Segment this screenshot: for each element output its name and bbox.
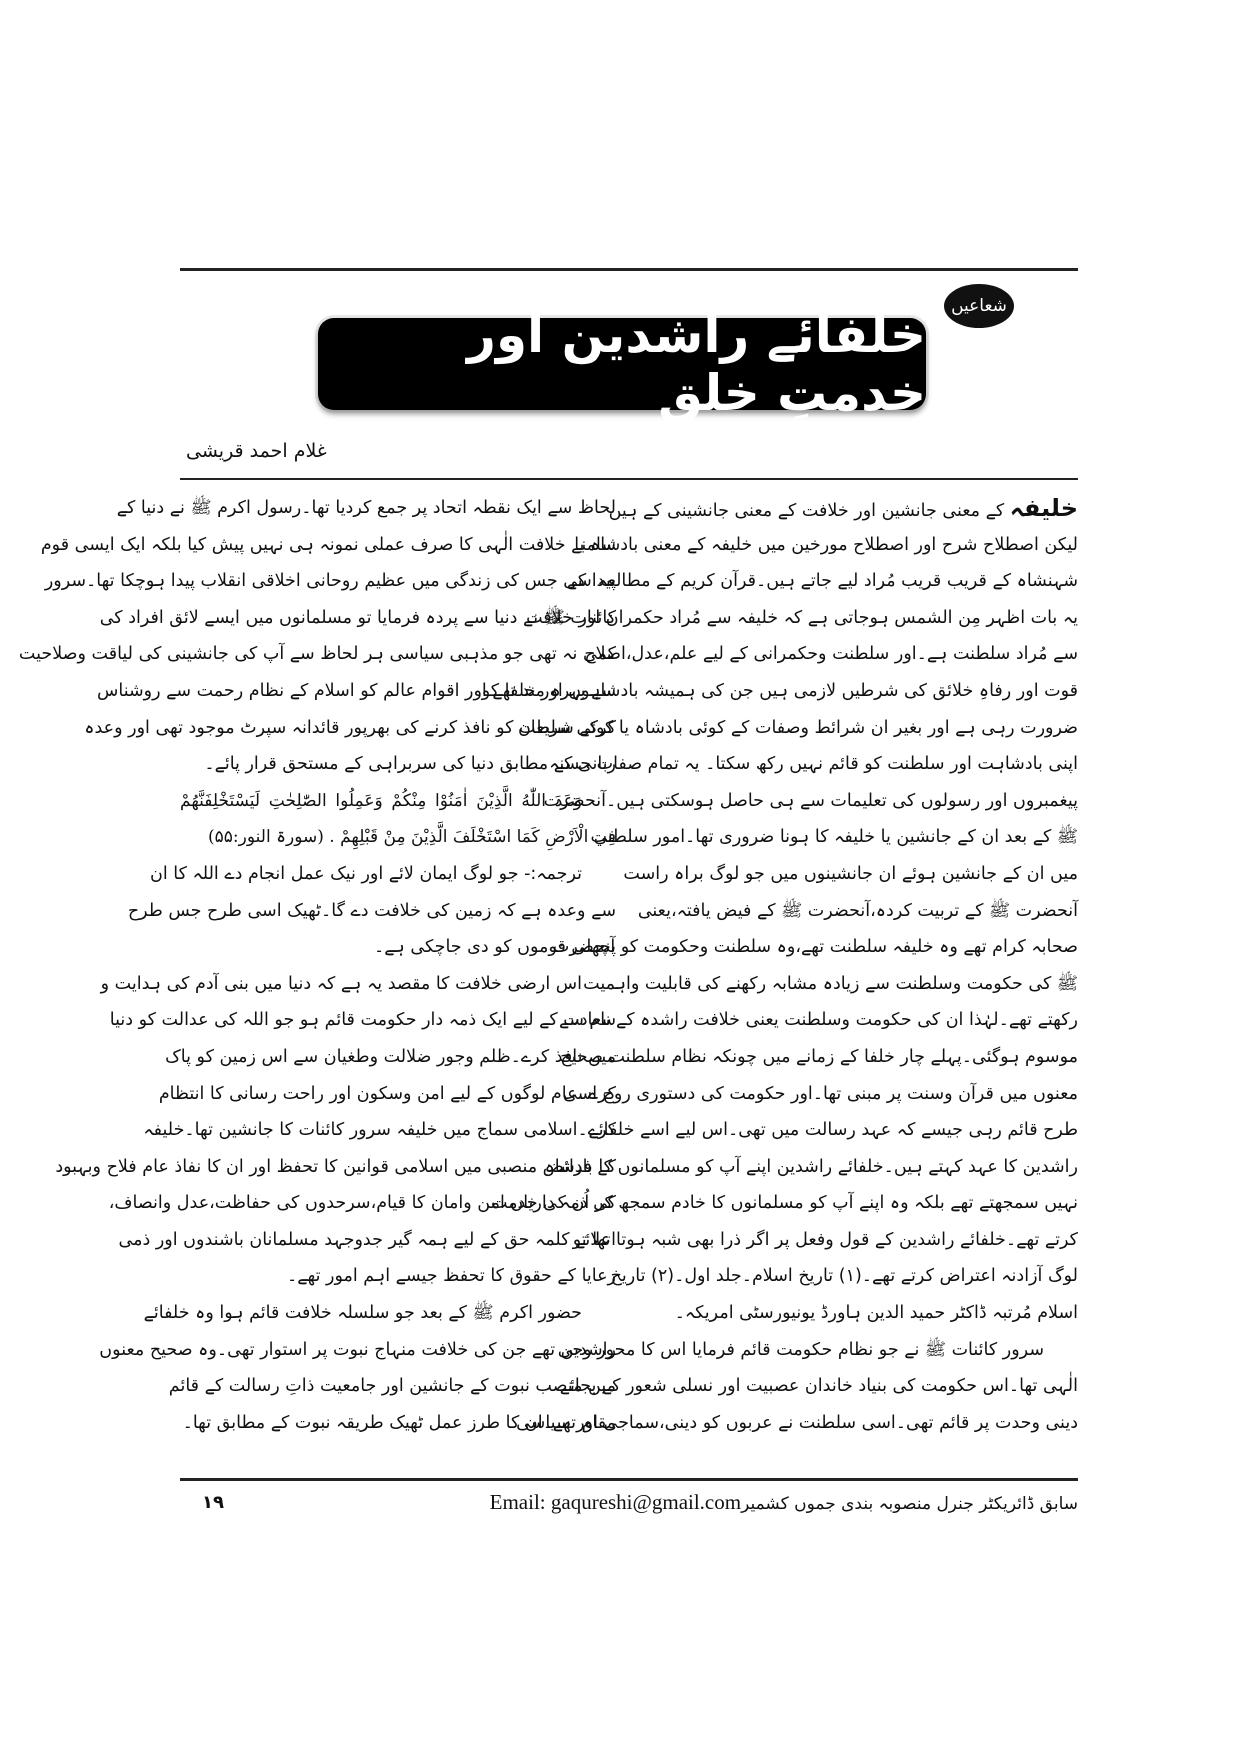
text-line: سے مُراد سلطنت ہے۔اور سلطنت وحکمرانی کے لیے علم،عدل،اصلاح — [584, 644, 1078, 665]
text-line: یہ بات اظہر مِن الشمس ہوجاتی ہے کہ خلیفہ سے مُراد حکمران اور خلافت — [526, 607, 1078, 628]
text-line: ضرورت رہی ہے اور بغیر ان شرائط وصفات کے کوئی بادشاہ یا کوئی سلطان — [517, 717, 1078, 738]
top-rule — [180, 268, 1078, 271]
author-designation: سابق ڈائریکٹر جنرل منصوبہ بندی جموں کشمیر — [741, 1494, 1078, 1514]
lead-word: خلیفہ — [1009, 494, 1078, 522]
text-line: کرکے شریعت کو نافذ کرنے کی بھرپور قائدانہ سپرٹ موجود تھی اور وعدہ — [84, 717, 616, 738]
footer-note — [490, 1490, 1078, 1515]
section-badge: شعاعیں — [944, 284, 1014, 328]
footer — [180, 1490, 1078, 1526]
text-line: میں منصب نبوت کے جانشین اور جامعیت ذاتِ رسالت کے قائم — [168, 1376, 616, 1397]
author-name: غلام احمد قریشی — [186, 440, 327, 462]
text-line: اسلام مُرتبہ ڈاکٹر حمید الدین ہاورڈ یونیورسٹی امریکہ۔ — [674, 1303, 1078, 1324]
text-line: موسوم ہوگئی۔پہلے چار خلفا کے زمانے میں چونکہ نظام سلطنت صحیح — [560, 1046, 1078, 1067]
text-line: اپنی بادشاہت اور سلطنت کو قائم نہیں رکھ سکتا۔ یہ تمام صفات حسنہ — [549, 754, 1078, 775]
text-line: قوت اور رفاہِ خلائق کی شرطیں لازمی ہیں جن کی ہمیشہ بادشاہوں اور خلفا کو — [481, 680, 1078, 701]
page-number: ۱۹ — [202, 1492, 224, 1513]
text-line: کمی نہ تھی جو مذہبی سیاسی ہر لحاظ سے آپ کی جانشینی کی لیاقت وصلاحیت — [18, 644, 616, 665]
author-email[interactable]: Email: gaqureshi@gmail.com — [489, 1490, 742, 1514]
text-line: میں نافذ کرے۔ظلم وجور ضلالت وطغیان سے اس زمین کو پاک — [165, 1046, 616, 1067]
article-title: خلفائے راشدین اور خدمتِ خلق — [467, 306, 926, 422]
text-line: اعلائے کلمہ حق کے لیے ہمہ گیر جدوجہد مسلمانان باشندوں اور ذمی — [118, 1229, 616, 1250]
text-line-content: کے معنی جانشین اور خلافت کے معنی جانشینی کے ہیں — [608, 501, 1010, 521]
header-divider — [180, 478, 1078, 480]
text-line: لیکن اصطلاح شرح اور اصطلاح مورخین میں خلیفہ کے معنی بادشاہ یا — [574, 534, 1078, 555]
text-line: ﷺ کے بعد ان کے جانشین یا خلیفہ کا ہونا ضروری تھا۔امور سلطنت — [590, 827, 1078, 848]
text-line: لحاظ سے ایک نقطہ اتحاد پر جمع کردیا تھا۔رسول اکرم ﷺ نے دنیا کے — [116, 498, 616, 518]
text-line: پچھلی قوموں کو دی جاچکی ہے۔ — [374, 937, 616, 958]
text-line: وَعَدَ اللّٰهُ الَّذِيْنَ اٰمَنُوْا مِنْكُمْ وَعَمِلُوا الصّٰلِحٰتِ لَيَسْتَخْلِفَنَّهُمْ — [180, 790, 582, 811]
text-line: ﷺ کی حکومت وسلطنت سے زیادہ مشابہ رکھنے کی قابلیت واہمیت — [583, 973, 1078, 994]
text-line: سامنے خلافت الٰہی کا صرف عملی نمونہ ہی نہیں پیش کیا بلکہ ایک ایسی قوم — [40, 534, 616, 555]
text-line: کرتے تھے۔خلفائے راشدین کے قول وفعل پر اگر ذرا بھی شبہ ہوتا تھا تو — [572, 1229, 1078, 1250]
footer-rule — [180, 1478, 1078, 1481]
text-line: صحابہ کرام تھے وہ خلیفہ سلطنت تھے،وہ سلطنت وحکومت کو آنحضرت — [552, 937, 1078, 958]
text-line: فِي الْاَرْضِ كَمَا اسْتَخْلَفَ الَّذِيْنَ مِنْ قَبْلِهِمْ . (سورۃ النور:۵۵) — [208, 827, 616, 848]
text-line: کے فرائض منصبی میں اسلامی قوانین کا تحفظ اور ان کا نفاذ عام فلاح وبہبود — [55, 1156, 616, 1177]
text-line: پیغمبروں اور رسولوں کی تعلیمات سے ہی حاصل ہوسکتی ہیں۔آنحضرت — [543, 790, 1078, 811]
text-line — [608, 490, 1078, 527]
text-line: حضور اکرم ﷺ کے بعد جو سلسلہ خلافت قائم ہوا وہ خلفائے — [143, 1303, 582, 1324]
text-line: کی ذمہ داریاں امن وامان کا قیام،سرحدوں کی حفاظت،عدل وانصاف، — [108, 1193, 616, 1214]
text-line: الٰہی تھا۔اس حکومت کی بنیاد خاندان عصبیت اور نسلی شعور کے بجائے — [559, 1376, 1078, 1397]
text-line: راشدین تھے جن کی خلافت منہاج نبوت پر استوار تھی۔وہ صحیح معنوں — [99, 1339, 616, 1360]
text-line: میں ان کے جانشین ہوئے ان جانشینوں میں جو لوگ براہ راست — [623, 863, 1078, 884]
title-banner — [318, 306, 926, 422]
text-line: شہنشاہ کے قریب قریب مُراد لیے جاتے ہیں۔قرآن کریم کے مطالعہ سے — [566, 571, 1078, 592]
text-line: راشدین کا عہد کہتے ہیں۔خلفائے راشدین اپنے آپ کو مسلمانوں کا بادشاہ — [544, 1156, 1078, 1177]
text-line: کرے۔اسلامی سماج میں خلیفہ سرور کائنات کا جانشین تھا۔خلیفہ — [143, 1120, 616, 1141]
text-line: طرح قائم رہی جیسے کہ عہد رسالت میں تھی۔اس لیے اسے خلفائے — [588, 1120, 1078, 1141]
text-line: لوگ آزادنہ اعتراض کرتے تھے۔(۱) تاریخ اسلام۔جلد اول۔(۲) تاریخ — [610, 1266, 1078, 1287]
text-line: سرور کائنات ﷺ نے جو نظام حکومت قائم فرمایا اس کا محور وحی — [557, 1339, 1044, 1360]
text-line: سے بہرہ مند تھے اور اقوام عالم کو اسلام کے نظام رحمت سے روشناس — [97, 680, 616, 701]
text-line: ربانی کے مطابق دنیا کی سربراہی کے مستحق قرار پائے۔ — [204, 754, 616, 775]
text-line: معنوں میں قرآن وسنت پر مبنی تھا۔اور حکومت کی دستوری روح اسی — [562, 1083, 1078, 1104]
text-line: نہیں سمجھتے تھے بلکہ وہ اپنے آپ کو مسلمانوں کا خادم سمجھ کر اُن کی خدمت — [490, 1193, 1078, 1214]
text-line: آنحضرت ﷺ کے تربیت کردہ،آنحضرت ﷺ کے فیض یافتہ،یعنی — [637, 900, 1078, 921]
article-column-left — [18, 490, 616, 1441]
text-line: ترجمہ:- جو لوگ ایمان لائے اور نیک عمل انجام دے اللہ کا ان — [150, 863, 582, 884]
text-line: مقام تھے۔ان کا طرز عمل ٹھیک طریقہ نبوت کے مطابق تھا۔ — [182, 1412, 616, 1433]
text-line: پیدا کی جس کی زندگی میں عظیم روحانی اخلاقی انقلاب پیدا ہوچکا تھا۔سرور — [44, 571, 616, 592]
text-line: اس ارضی خلافت کا مقصد یہ ہے کہ دنیا میں بنی آدم کی ہدایت و — [100, 973, 582, 994]
text-line: کائنات ﷺ نے دنیا سے پردہ فرمایا تو مسلمانوں میں ایسے لائق افراد کی — [99, 607, 616, 628]
text-line: سے وعدہ ہے کہ زمین کی خلافت دے گا۔ٹھیک اسی طرح جس طرح — [127, 900, 616, 921]
text-line: رکھتے تھے۔لہٰذا ان کی حکومت وسلطنت یعنی خلافت راشدہ کے نام سے — [558, 1010, 1078, 1031]
text-line: دینی وحدت پر قائم تھی۔اسی سلطنت نے عربوں کو دینی،سماجی اور سیاسی — [516, 1412, 1078, 1433]
text-line: کرے۔عام لوگوں کے لیے امن وسکون اور راحت رسانی کا انتظام — [158, 1083, 616, 1104]
text-line: سعادت کے لیے ایک ذمہ دار حکومت قائم ہو جو اللہ کی عدالت کو دنیا — [109, 1010, 616, 1031]
text-line: رعایا کے حقوق کا تحفظ جیسے اہم امور تھے۔ — [287, 1266, 616, 1287]
